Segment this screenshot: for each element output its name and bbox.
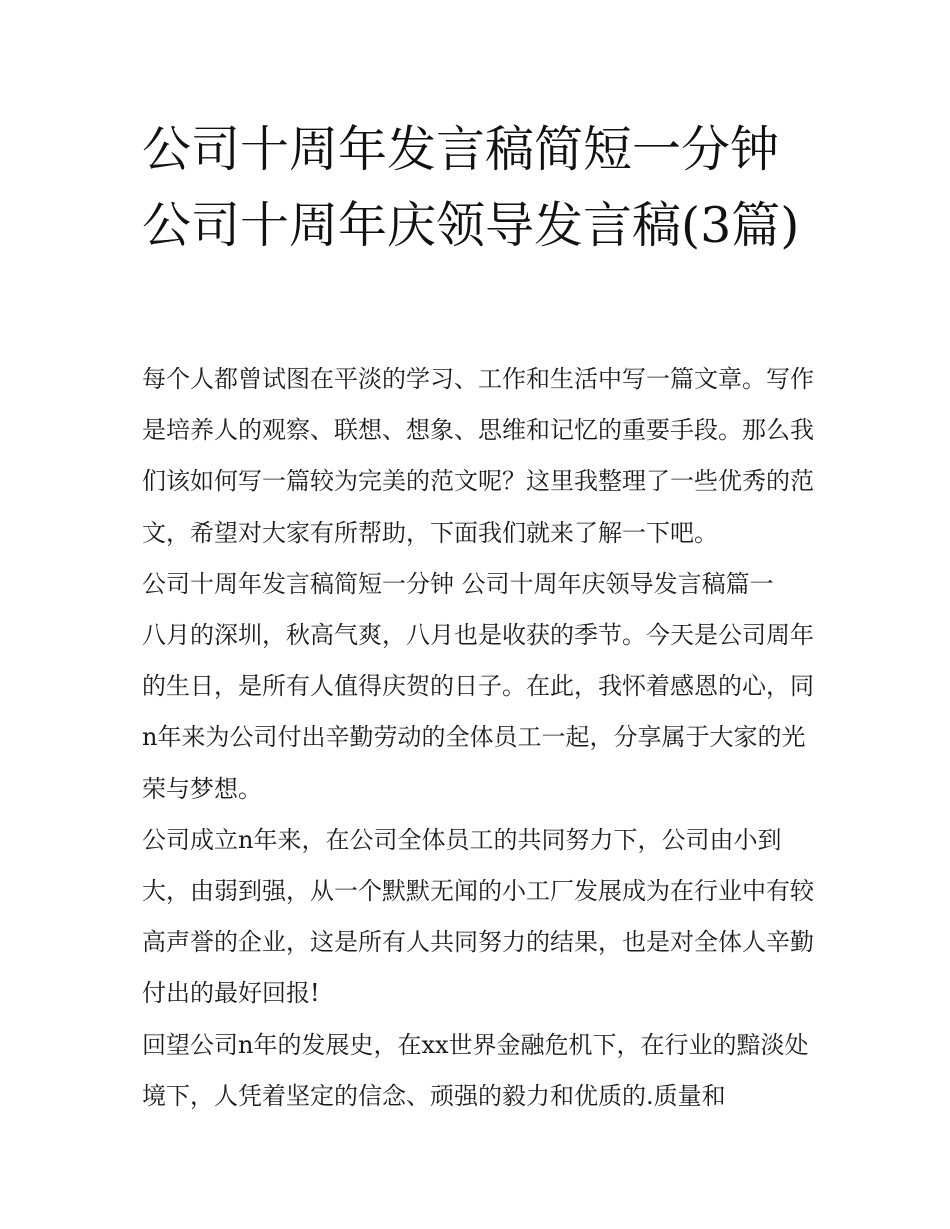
document-title: 公司十周年发言稿简短一分钟公司十周年庆领导发言稿(3篇) (142, 121, 800, 254)
paragraph-2: 公司成立n年来，在公司全体员工的共同努力下，公司由小到大，由弱到强，从一个默默无闻的小工厂发展成为在行业中有较高声誉的企业，这是所有人共同努力的结果，也是对全体人辛勤付出的最好回报! (142, 825, 814, 1008)
paragraph-1: 八月的深圳，秋高气爽，八月也是收获的季节。今天是公司周年的生日，是所有人值得庆贺的日子。在此，我怀着感恩的心，同n年来为公司付出辛勤劳动的全体员工一起，分享属于大家的光荣与梦想。 (142, 621, 814, 803)
paragraph-intro: 每个人都曾试图在平淡的学习、工作和生活中写一篇文章。写作是培养人的观察、联想、想象、思维和记忆的重要手段。那么我们该如何写一篇较为完美的范文呢？这里我整理了一些优秀的范文，希望对大家有所帮助，下面我们就来了解一下吧。 (142, 365, 814, 547)
paragraph-section-heading: 公司十周年发言稿简短一分钟 公司十周年庆领导发言稿篇一 (142, 569, 774, 598)
paragraph-3: 回望公司n年的发展史，在xx世界金融危机下，在行业的黯淡处境下，人凭着坚定的信念、顽强的毅力和优质的.质量和 (142, 1030, 809, 1110)
document-body (142, 354, 822, 1122)
